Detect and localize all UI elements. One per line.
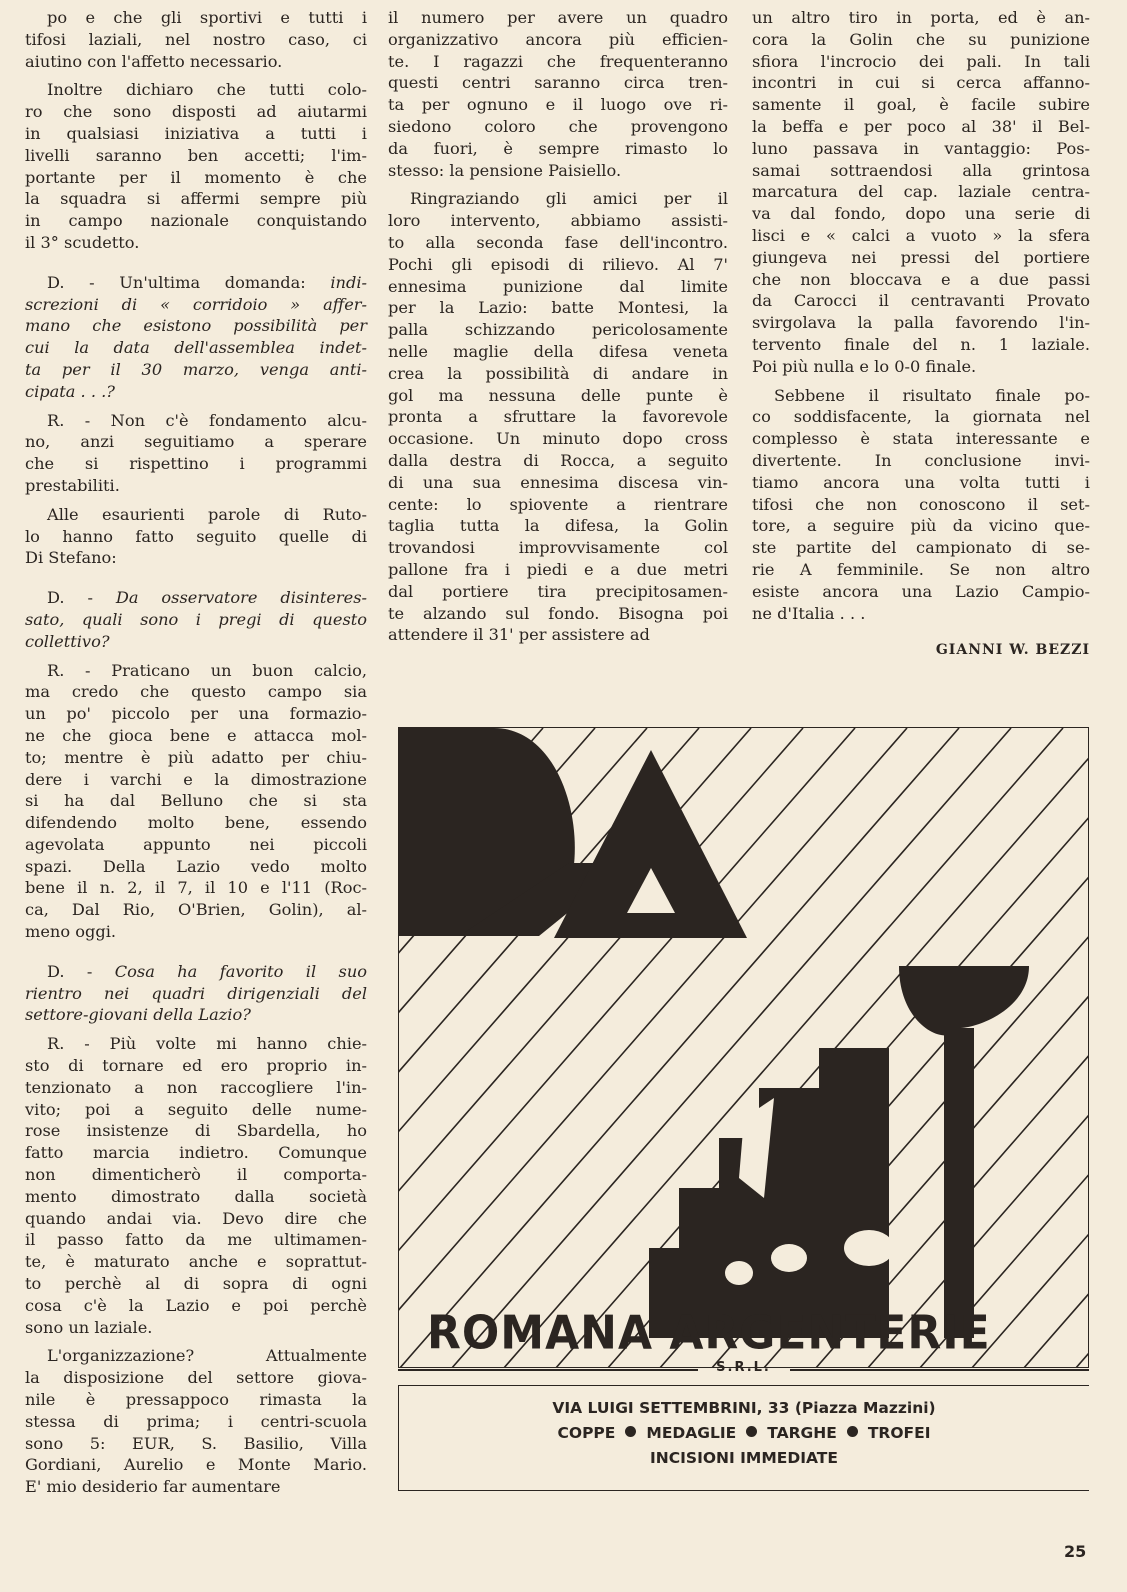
text-line: non dimenticherò il comporta- — [25, 1165, 367, 1185]
interview-question — [25, 272, 367, 403]
text-line: ca, Dal Rio, O'Brien, Golin), al- — [25, 900, 367, 920]
text-line: portante per il momento è che — [25, 167, 367, 187]
text-line: rose insistenze di Sbardella, ho — [25, 1121, 367, 1141]
paragraph — [25, 660, 367, 943]
text-line: cora la Golin che su punizione — [752, 29, 1090, 49]
text-line: un po' piccolo per una formazio- — [25, 704, 367, 724]
ad-diagonal-stripe — [971, 728, 1089, 1368]
text-line: po e che gli sportivi e tutti i — [47, 8, 367, 27]
text-line: pallone fra i piedi e a due metri — [388, 559, 728, 579]
text-line — [25, 272, 367, 294]
text-line: che non bloccava e a due passi — [752, 269, 1090, 289]
text-line — [25, 359, 367, 381]
paragraph — [25, 1033, 367, 1338]
interview-question — [25, 961, 367, 1026]
text-line: R. - Più volte mi hanno chie- — [47, 1034, 367, 1054]
text-line: in campo nazionale conquistando — [25, 211, 367, 231]
text-line: svirgolava la palla favorendo l'in- — [752, 313, 1090, 333]
ad-legal-form-row — [398, 1360, 1089, 1378]
text-line — [25, 983, 367, 1005]
text-line: che si rispettino i programmi — [25, 454, 367, 474]
text-line: questi centri saranno circa tren- — [388, 73, 728, 93]
text-line: co soddisfacente, la giornata nel — [752, 407, 1090, 427]
ad-products — [399, 1421, 1089, 1446]
divider — [790, 1369, 1089, 1371]
text-line — [25, 1004, 367, 1026]
text-line: to alla seconda fase dell'incontro. — [388, 232, 728, 252]
text-line: lo hanno fatto seguito quelle di — [25, 526, 367, 546]
text-line: Pochi gli episodi di rilievo. Al 7' — [388, 254, 728, 274]
text-line: in qualsiasi iniziativa a tutti i — [25, 123, 367, 143]
question-lead: D. - Un'ultima domanda: — [47, 272, 331, 292]
text-line: aiutino con l'affetto necessario. — [25, 51, 283, 71]
text-line: si ha dal Belluno che si sta — [25, 791, 367, 811]
question-text: collettivo? — [25, 631, 110, 651]
text-line: dal portiere tira precipitosamen- — [388, 581, 728, 601]
text-line: to; mentre è più adatto per chiu- — [25, 747, 367, 767]
text-line: nelle maglie della difesa veneta — [388, 341, 728, 361]
text-line: taglia tutta la difesa, la Golin — [388, 516, 728, 536]
text-line: da fuori, è sempre rimasto lo — [388, 138, 728, 158]
text-line: divertente. In conclusione invi- — [752, 450, 1090, 470]
text-line: la squadra si affermi sempre più — [25, 189, 367, 209]
text-line: agevolata appunto nei piccoli — [25, 834, 367, 854]
question-text: cui la data dell'assemblea indet- — [25, 338, 367, 358]
text-line: difendendo molto bene, essendo — [25, 813, 367, 833]
text-line: giungeva nei pressi del portiere — [752, 247, 1090, 267]
text-line: siedono coloro che provengono — [388, 116, 728, 136]
paragraph — [25, 504, 367, 569]
text-line: ne che gioca bene e attacca mol- — [25, 725, 367, 745]
text-line: te, è maturato anche e soprattut- — [25, 1252, 367, 1272]
paragraph — [388, 7, 728, 181]
text-line: stessa di prima; i centri-scuola — [25, 1411, 367, 1431]
text-line: un altro tiro in porta, ed è an- — [752, 8, 1090, 27]
text-line — [25, 631, 367, 653]
text-line: to perchè al di sopra di ogni — [25, 1274, 367, 1294]
text-line: tenzionato a non raccogliere l'in- — [25, 1077, 367, 1097]
text-line — [25, 337, 367, 359]
text-line: pronta a sfruttare la favorevole — [388, 407, 728, 427]
question-text: sato, quali sono i pregi di questo — [25, 609, 367, 629]
text-line: sono 5: EUR, S. Basilio, Villa — [25, 1433, 367, 1453]
text-line: incontri in cui si cerca affanno- — [752, 73, 1090, 93]
text-line: per la Lazio: batte Montesi, la — [388, 298, 728, 318]
text-line: meno oggi. — [25, 922, 117, 942]
question-text: Da osservatore disinteres- — [115, 588, 367, 608]
text-line: trovandosi improvvisamente col — [388, 538, 728, 558]
text-line: stesso: la pensione Paisiello. — [388, 160, 622, 180]
text-line: organizzativo ancora più efficien- — [388, 29, 728, 49]
text-line: la disposizione del settore giova- — [25, 1368, 367, 1388]
text-line: Gordiani, Aurelio e Monte Mario. — [25, 1455, 367, 1475]
page-number: 25 — [1064, 1542, 1087, 1561]
text-line: ma credo che questo campo sia — [25, 682, 367, 702]
trophies-illustration — [649, 966, 1029, 1338]
question-text: cipata . . .? — [25, 381, 115, 401]
ad-product: TROFEI — [867, 1424, 931, 1442]
text-line: il passo fatto da me ultimamen- — [25, 1230, 367, 1250]
text-line: Ringraziando gli amici per il — [410, 189, 728, 209]
text-line: spazi. Della Lazio vedo molto — [25, 856, 367, 876]
question-text: settore-giovani della Lazio? — [25, 1005, 251, 1025]
text-line: tervento finale del n. 1 laziale. — [752, 334, 1090, 354]
ad-contact-box — [398, 1385, 1089, 1491]
text-line: livelli saranno ben accetti; l'im- — [25, 145, 367, 165]
text-line: rie A femminile. Se non altro — [752, 559, 1090, 579]
text-line: sono un laziale. — [25, 1317, 153, 1337]
text-line: cosa c'è la Lazio e poi perchè — [25, 1295, 367, 1315]
question-text: ta per il 30 marzo, venga anti- — [25, 359, 367, 379]
text-line: ta per ognuno e il luogo ove ri- — [388, 95, 728, 115]
text-line: la beffa e per poco al 38' il Bel- — [752, 116, 1090, 136]
text-line: L'organizzazione? Attualmente — [47, 1346, 367, 1366]
text-line: il 3° scudetto. — [25, 232, 140, 252]
paragraph — [25, 410, 367, 497]
question-text: rientro nei quadri dirigenziali del — [25, 983, 367, 1003]
text-line — [25, 587, 367, 609]
text-line: sfiora l'incrocio dei pali. In tali — [752, 51, 1090, 71]
text-line: samente il goal, è facile subire — [752, 95, 1090, 115]
text-line: marcatura del cap. laziale centra- — [752, 182, 1090, 202]
ad-address: VIA LUIGI SETTEMBRINI, 33 (Piazza Mazzini) — [552, 1399, 936, 1417]
text-line: dalla destra di Rocca, a seguito — [388, 450, 728, 470]
bullet-icon — [746, 1426, 757, 1437]
text-line: Alle esaurienti parole di Ruto- — [47, 504, 367, 524]
advertisement — [398, 727, 1089, 1368]
paragraph — [25, 7, 367, 72]
text-line: luno passava in vantaggio: Pos- — [752, 138, 1090, 158]
question-text: indi- — [330, 272, 367, 292]
text-line: loro intervento, abbiamo assisti- — [388, 211, 728, 231]
text-line: crea la possibilità di andare in — [388, 363, 728, 383]
text-line: E' mio desiderio far aumentare — [25, 1477, 281, 1497]
text-line: ennesima punizione dal limite — [388, 276, 728, 296]
question-text: mano che esistono possibilità per — [25, 316, 367, 336]
ad-brand-name: ROMANA ARGENTERIE — [427, 1306, 991, 1361]
article-column-1 — [25, 7, 367, 1498]
text-line: tifosi che non conoscono il set- — [752, 494, 1090, 514]
text-line: ro che sono disposti ad aiutarmi — [25, 102, 367, 122]
text-line: bene il n. 2, il 7, il 10 e l'11 (Roc- — [25, 878, 367, 898]
text-line: il numero per avere un quadro — [388, 8, 728, 27]
text-line: no, anzi seguitiamo a sperare — [25, 432, 367, 452]
text-line: vito; poi a seguito delle nume- — [25, 1099, 367, 1119]
text-line — [25, 315, 367, 337]
text-line: R. - Praticano un buon calcio, — [47, 660, 367, 680]
text-line: complesso è stata interessante e — [752, 429, 1090, 449]
ad-product: COPPE — [557, 1424, 616, 1442]
author-signature: GIANNI W. BEZZI — [935, 642, 1090, 659]
text-line: Sebbene il risultato finale po- — [774, 385, 1090, 405]
bullet-icon — [625, 1426, 636, 1437]
text-line: lisci e « calci a vuoto » la sfera — [752, 225, 1090, 245]
text-line: tifosi laziali, nel nostro caso, ci — [25, 29, 367, 49]
paragraph — [388, 188, 728, 646]
text-line: prestabiliti. — [25, 475, 120, 495]
text-line: occasione. Un minuto dopo cross — [388, 429, 728, 449]
text-line: ne d'Italia . . . — [752, 603, 866, 623]
paragraph — [752, 385, 1090, 625]
text-line: fatto marcia indietro. Comunque — [25, 1143, 367, 1163]
interview-question — [25, 587, 367, 652]
text-line — [25, 609, 367, 631]
text-line: sto di tornare ed ero proprio in- — [25, 1056, 367, 1076]
question-text: screzioni di « corridoio » affer- — [25, 294, 367, 314]
text-line — [25, 961, 367, 983]
ad-product: TARGHE — [767, 1424, 837, 1442]
text-line: te alzando sul fondo. Bisogna poi — [388, 603, 728, 623]
text-line: nile è pressappoco rimasta la — [25, 1390, 367, 1410]
text-line: gol ma nessuna delle punte è — [388, 385, 728, 405]
question-lead: D. - — [47, 961, 115, 981]
bullet-icon — [847, 1426, 858, 1437]
text-line: quando andai via. Devo dire che — [25, 1208, 367, 1228]
text-line: va dal fondo, dopo una serie di — [752, 204, 1090, 224]
text-line: Di Stefano: — [25, 548, 117, 568]
question-text: Cosa ha favorito il suo — [114, 961, 367, 981]
text-line: palla schizzando pericolosamente — [388, 320, 728, 340]
text-line: di una sua ennesima discesa vin- — [388, 472, 728, 492]
text-line: Inoltre dichiaro che tutti colo- — [47, 80, 367, 100]
paragraph — [752, 7, 1090, 378]
text-line: mento dimostrato dalla società — [25, 1186, 367, 1206]
text-line: attendere il 31' per assistere ad — [388, 625, 650, 645]
paragraph — [25, 79, 367, 253]
text-line — [25, 294, 367, 316]
question-lead: D. - — [47, 588, 116, 608]
ad-artwork — [399, 728, 1089, 1368]
text-line: samai sottraendosi alla grintosa — [752, 160, 1090, 180]
text-line: ste partite del campionato di se- — [752, 538, 1090, 558]
text-line: tiamo ancora una volta tutti i — [752, 472, 1090, 492]
paragraph — [25, 1345, 367, 1498]
article-column-3 — [752, 7, 1090, 662]
text-line: cente: lo spiovente a rientrare — [388, 494, 728, 514]
ad-tagline: INCISIONI IMMEDIATE — [650, 1449, 838, 1467]
text-line: esiste ancora una Lazio Campio- — [752, 581, 1090, 601]
ad-legal-form: S.R.L. — [716, 1360, 771, 1375]
text-line: da Carocci il centravanti Provato — [752, 291, 1090, 311]
text-line: te. I ragazzi che frequenteranno — [388, 51, 728, 71]
text-line: tore, a seguire più da vicino que- — [752, 516, 1090, 536]
ad-diagonal-stripe — [1075, 728, 1089, 1368]
text-line — [25, 381, 367, 403]
article-column-2 — [388, 7, 728, 646]
text-line: R. - Non c'è fondamento alcu- — [47, 410, 367, 430]
ad-product: MEDAGLIE — [646, 1424, 737, 1442]
text-line: Poi più nulla e lo 0-0 finale. — [752, 356, 977, 376]
text-line: dere i varchi e la dimostrazione — [25, 769, 367, 789]
